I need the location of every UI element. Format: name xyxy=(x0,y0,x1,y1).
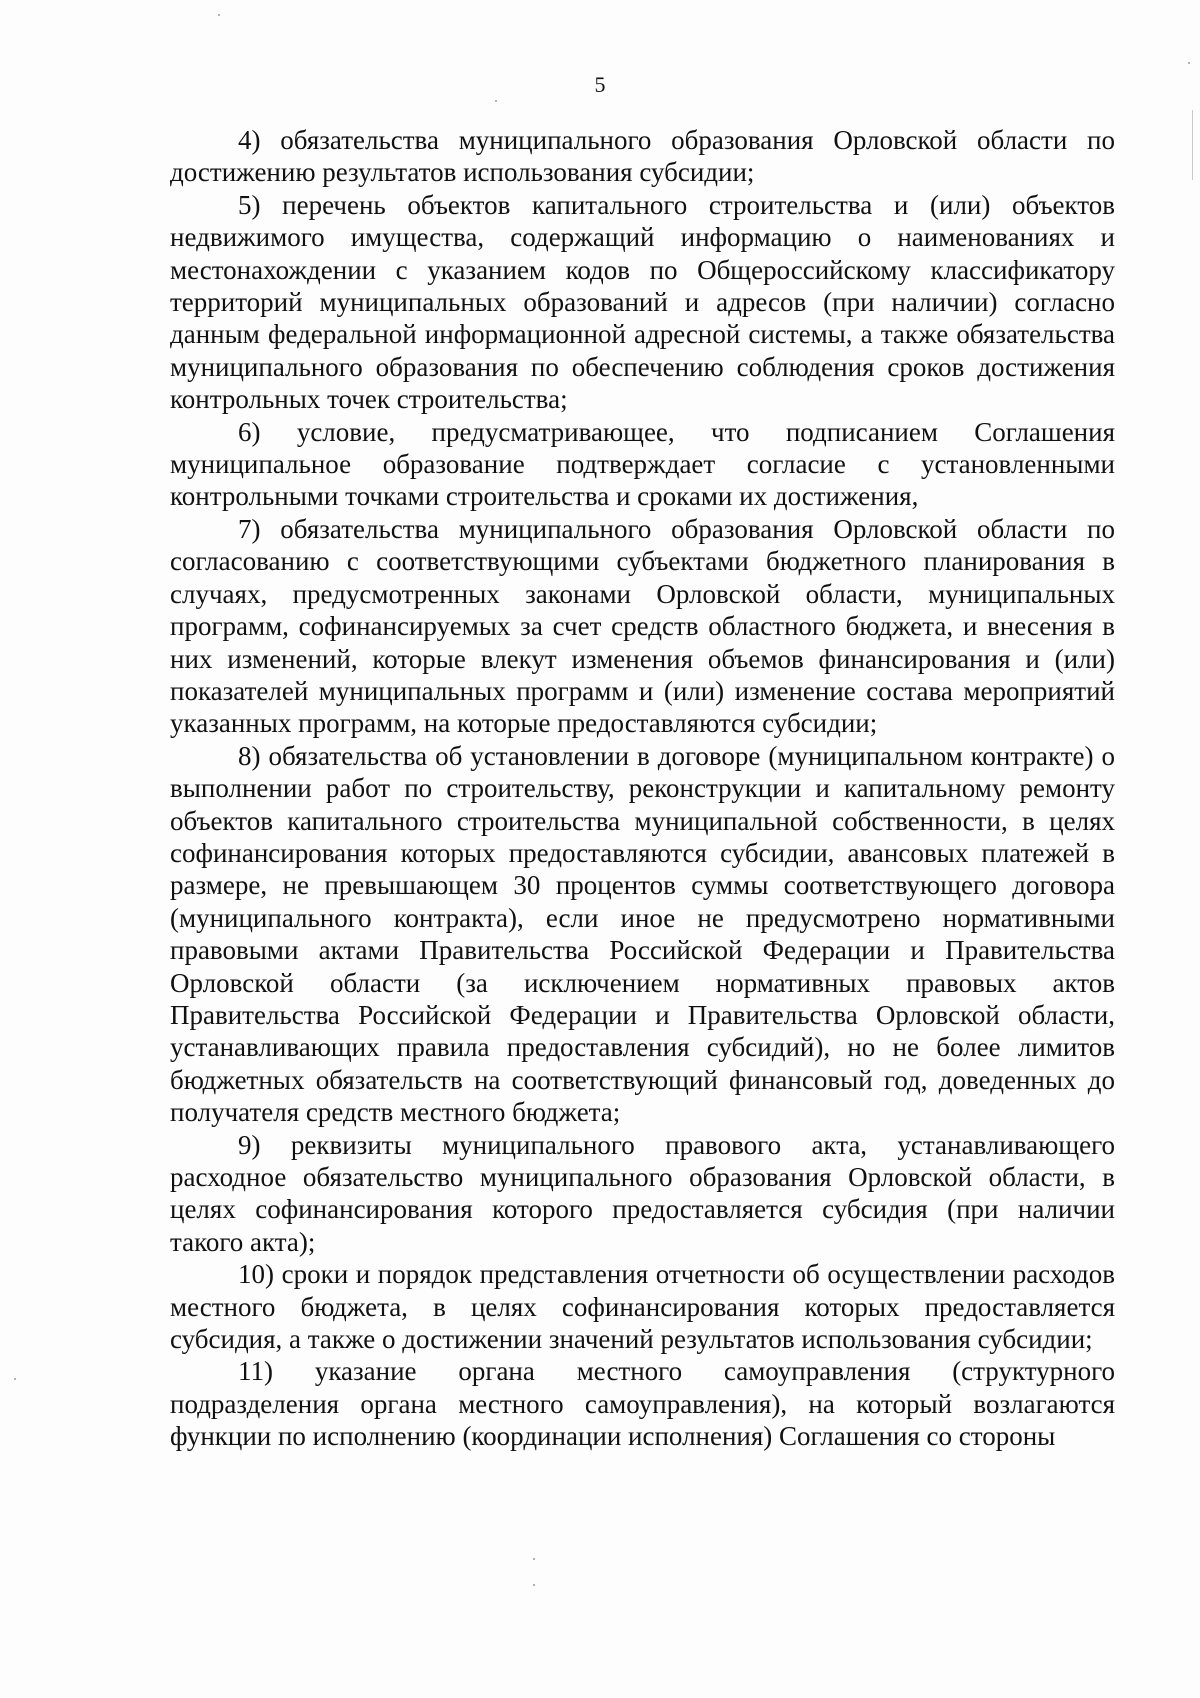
document-body xyxy=(170,124,1115,1453)
page-number: 5 xyxy=(594,72,606,97)
paragraph-item-11: 11) указание органа местного самоуправления (структурного подразделения органа местного самоуправления), на который возлагаются функции по исполнению (координации исполнения) Соглашения со стороны xyxy=(170,1356,1115,1452)
paragraph-item-10: 10) сроки и порядок представления отчетности об осуществлении расходов местного бюджета, в целях софинансирования которых предоставляется субсидия, а также о достижении значений результатов использования субсидии; xyxy=(170,1259,1115,1355)
scan-speck xyxy=(14,1378,16,1380)
paragraph-item-4: 4) обязательства муниципального образования Орловской области по достижению результатов использования субсидии; xyxy=(170,125,1115,188)
paragraph-item-8: 8) обязательства об установлении в договоре (муниципальном контракте) о выполнении работ по строительству, реконструкции и капитальному ремонту объектов капитального строительства муниципальной собственности, в целях софинансирования которых предоставляются субсидии, авансовых платежей в размере, не превышающем 30 процентов суммы соответствующего договора (муниципального контракта), если иное не предусмотрено нормативными правовыми актами Правительства Российской Федерации и Правительства Орловской области (за исключением нормативных правовых актов Правительства Российской Федерации и Правительства Орловской области, устанавливающих правила предоставления субсидий), но не более лимитов бюджетных обязательств на соответствующий финансовый год, доведенных до получателя средств местного бюджета; xyxy=(170,740,1115,1128)
paragraph-item-9: 9) реквизиты муниципального правового акта, устанавливающего расходное обязательство муниципального образования Орловской области, в целях софинансирования которого предоставляется субсидия (при наличии такого акта); xyxy=(170,1129,1115,1257)
paragraph-item-7: 7) обязательства муниципального образования Орловской области по согласованию с соответствующими субъектами бюджетного планирования в случаях, предусмотренных законами Орловской области, муниципальных программ, софинансируемых за счет средств областного бюджета, и внесения в них изменений, которые влекут изменения объемов финансирования и (или) показателей муниципальных программ и (или) изменение состава мероприятий указанных программ, на которые предоставляются субсидии; xyxy=(170,513,1115,739)
scan-speck xyxy=(1188,62,1190,64)
scan-speck xyxy=(218,14,220,16)
paragraph-item-6: 6) условие, предусматривающее, что подписанием Соглашения муниципальное образование подтверждает согласие с установленными контрольными точками строительства и сроками их достижения, xyxy=(170,416,1115,512)
scan-speck xyxy=(495,100,497,102)
scan-speck xyxy=(533,1558,535,1560)
scan-edge-mark xyxy=(1192,110,1193,180)
paragraph-item-5: 5) перечень объектов капитального строительства и (или) объектов недвижимого имущества, содержащий информацию о наименованиях и местонахождении с указанием кодов по Общероссийскому классификатору территорий муниципальных образований и адресов (при наличии) согласно данным федеральной информационной адресной системы, а также обязательства муниципального образования по обеспечению соблюдения сроков достижения контрольных точек строительства; xyxy=(170,189,1115,415)
scan-speck xyxy=(533,1584,535,1586)
